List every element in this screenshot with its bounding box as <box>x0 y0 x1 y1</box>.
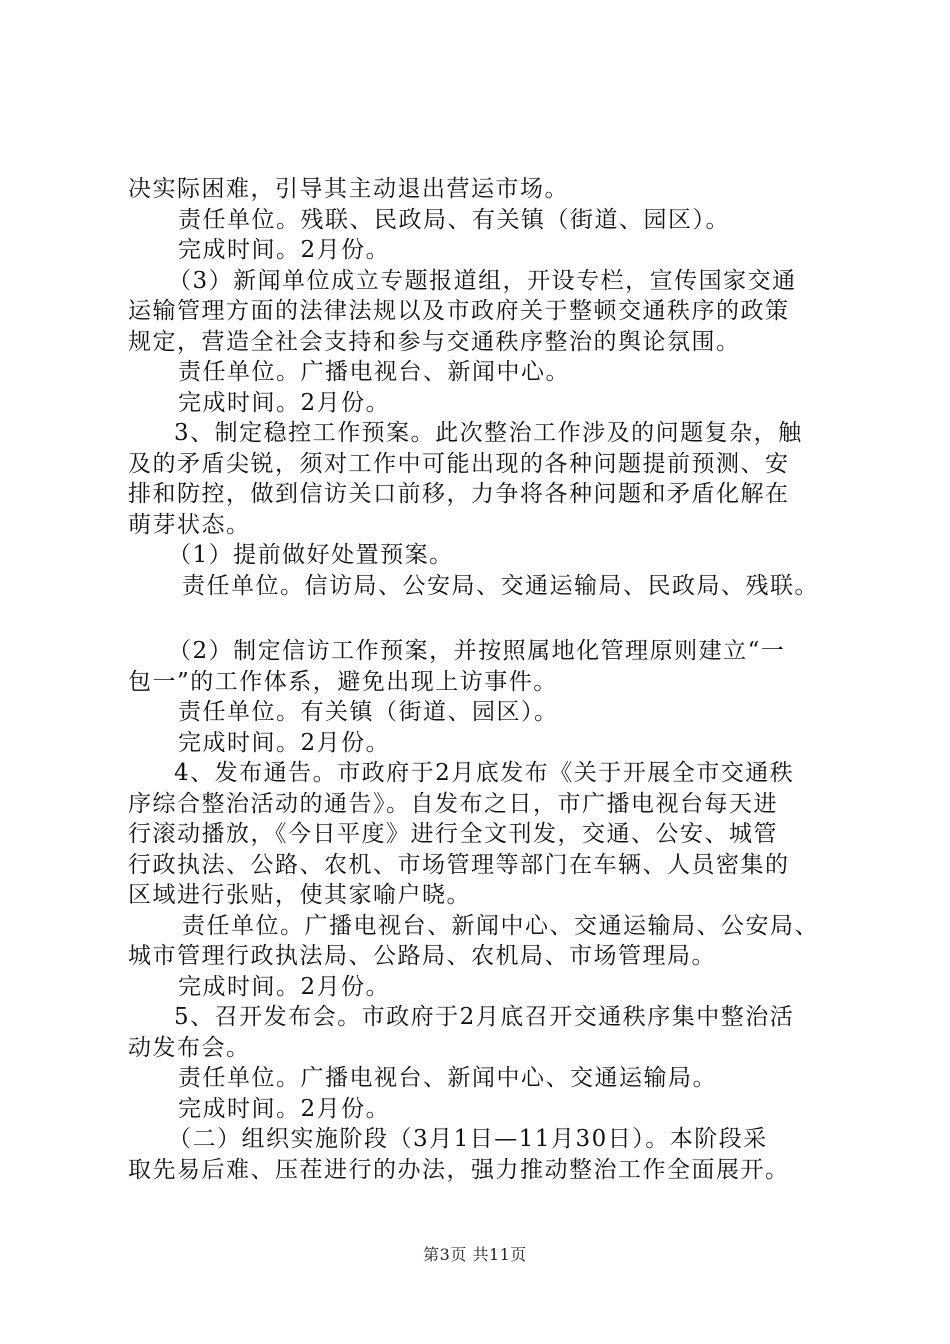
text-line: 动发布会。 <box>128 1034 251 1061</box>
text-line: 城市管理行政执法局、公路局、农机局、市场管理局。 <box>128 943 716 969</box>
text-line: 完成时间。2月份。 <box>178 389 391 416</box>
text-line: 排和防控，做到信访关口前移，力争将各种问题和矛盾化解在 <box>128 481 790 507</box>
text-line: 4、发布通告。市政府于2月底发布《关于开展全市交通秩 <box>174 760 795 786</box>
text-line: 5、召开发布会。市政府于2月底召开交通秩序集中整治活 <box>174 1004 795 1030</box>
paragraph-gap <box>128 601 848 636</box>
text-line: 责任单位。残联、民政局、有关镇（街道、园区）。 <box>178 206 730 233</box>
text-line: 运输管理方面的法律法规以及市政府关于整顿交通秩序的政策 <box>128 298 790 324</box>
text-line: 序综合整治活动的通告》。自发布之日，市广播电视台每天进 <box>128 790 778 817</box>
text-line: 完成时间。2月份。 <box>178 1095 391 1122</box>
text-line: 区域进行张贴，使其家喻户晓。 <box>128 882 471 908</box>
text-line: 责任单位。有关镇（街道、园区）。 <box>178 699 559 725</box>
text-line: 包一”的工作体系，避免出现上访事件。 <box>128 668 558 695</box>
text-line: 规定，营造全社会支持和参与交通秩序整治的舆论氛围。 <box>128 328 741 355</box>
text-line: 完成时间。2月份。 <box>178 729 391 756</box>
text-line: 3、制定稳控工作预案。此次整治工作涉及的问题复杂，触 <box>174 420 803 446</box>
text-line: 责任单位。广播电视台、新闻中心。 <box>178 359 570 385</box>
text-line: 完成时间。2月份。 <box>178 237 391 263</box>
text-line: 决实际困难，引导其主动退出营运市场。 <box>128 176 569 202</box>
document-body <box>128 174 848 1185</box>
text-line: 完成时间。2月份。 <box>178 973 391 1000</box>
text-line: （二）组织实施阶段（3月1日—11月30日）。本阶段采 <box>168 1126 768 1152</box>
text-line: 行政执法、公路、农机、市场管理等部门在车辆、人员密集的 <box>128 851 790 878</box>
page-number-footer: 第3页 共11页 <box>423 1245 527 1264</box>
text-line: 责任单位。广播电视台、新闻中心、交通运输局、公安局、 <box>182 912 819 939</box>
text-line: （2）制定信访工作预案，并按照属地化管理原则建立“一 <box>168 638 786 664</box>
text-line: 取先易后难、压茬进行的办法，强力推动整治工作全面展开。 <box>128 1156 790 1183</box>
text-line: 责任单位。信访局、公安局、交通运输局、民政局、残联。 <box>182 572 819 599</box>
text-line: （3）新闻单位成立专题报道组，开设专栏，宣传国家交通 <box>168 267 797 294</box>
text-line: 行滚动播放，《今日平度》进行全文刊发，交通、公安、城管 <box>128 821 778 847</box>
text-line: 及的矛盾尖锐，须对工作中可能出现的各种问题提前预测、安 <box>128 450 790 477</box>
text-line: （1）提前做好处置预案。 <box>168 542 454 568</box>
text-line: 萌芽状态。 <box>128 511 251 538</box>
text-line: 责任单位。广播电视台、新闻中心、交通运输局。 <box>178 1065 717 1091</box>
